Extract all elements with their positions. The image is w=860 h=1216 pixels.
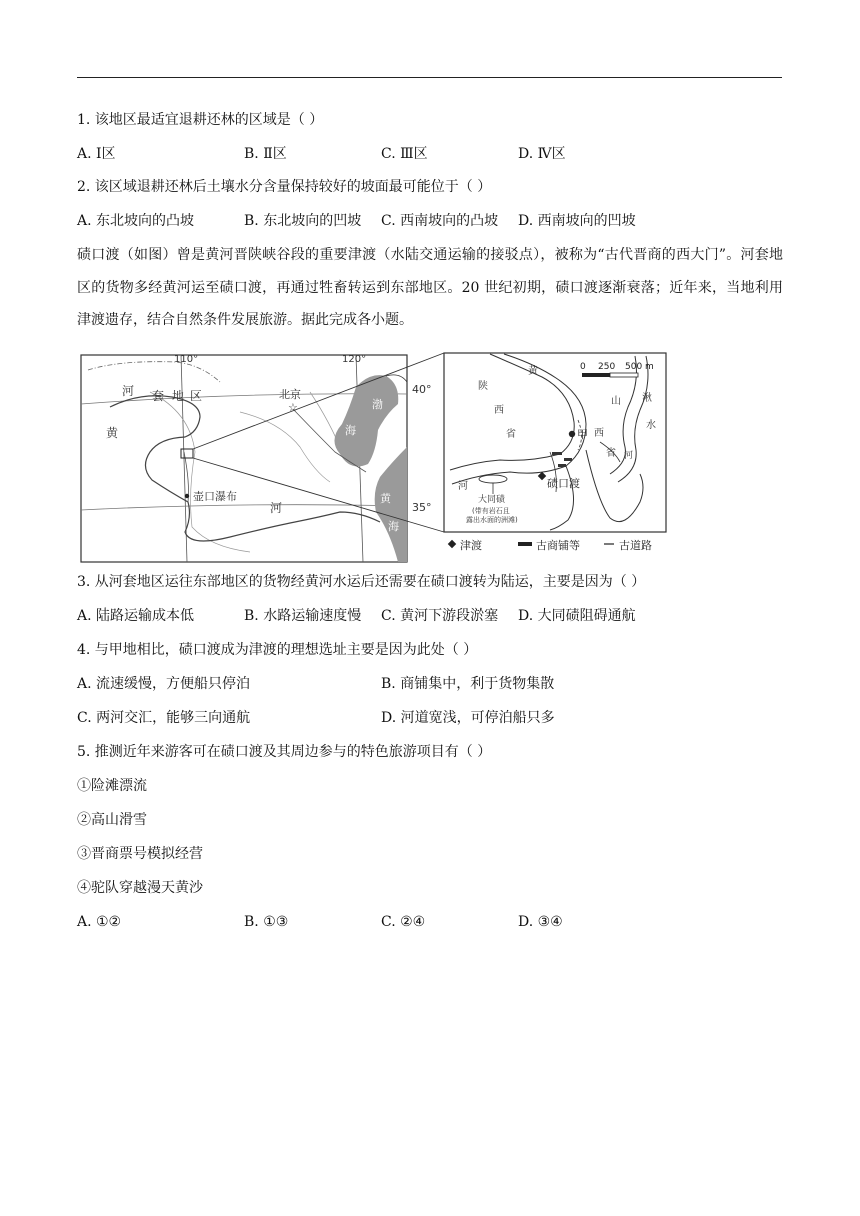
header-rule	[77, 77, 782, 78]
question-5-item-3: ③晋商票号模拟经营	[77, 846, 203, 862]
option-c[interactable]: C. 西南坡向的凸坡	[381, 213, 499, 229]
option-a[interactable]: A. ①②	[77, 914, 122, 930]
left-map	[81, 354, 407, 562]
datongqi-note-2: 露出水面的洲滩)	[466, 516, 518, 524]
qikoudu-label: 碛口渡	[547, 477, 580, 490]
question-4-stem: 4. 与甲地相比，碛口渡成为津渡的理想选址主要是因为此处（ ）	[77, 642, 478, 658]
lon-label-120: 120°	[342, 354, 367, 365]
legend-ferry-icon	[448, 540, 456, 548]
shaanxi-label-3: 省	[506, 429, 516, 440]
question-5-stem: 5. 推测近年来游客可在碛口渡及其周边参与的特色旅游项目有（ ）	[77, 744, 492, 760]
question-5-item-2: ②高山滑雪	[77, 812, 147, 828]
question-3-stem: 3. 从河套地区运往东部地区的货物经黄河水运后还需要在碛口渡转为陆运，主要是因为（ ）	[77, 574, 646, 590]
lat-label-35: 35°	[412, 501, 432, 514]
option-b[interactable]: B. ①③	[244, 914, 289, 930]
option-c[interactable]: C. ②④	[381, 914, 426, 930]
yellow-sea-label-1: 黄	[380, 492, 391, 505]
option-a[interactable]: A. 陆路运输成本低	[77, 608, 195, 624]
scale-bar-black	[582, 373, 610, 377]
reading-passage: 碛口渡（如图）曾是黄河晋陕峡谷段的重要津渡（水陆交通运输的接驳点），被称为“古代晋商的西大门”。河套地区的货物多经黄河运至碛口渡，再通过牲畜转运到东部地区。20 世纪初期，碛口渡逐渐衰落；近年来，当地利用津渡遗存，结合自然条件发展旅游。据此完成各小题。	[77, 247, 783, 328]
map-figure	[80, 352, 668, 564]
question-5-item-1: ①险滩漂流	[77, 778, 147, 794]
shanxi-label-2: 西	[594, 428, 604, 439]
shanxi-label-1: 山	[611, 396, 621, 407]
shaanxi-label-1: 陕	[478, 381, 488, 392]
option-c[interactable]: C. 黄河下游段淤塞	[381, 608, 499, 624]
region-label-3: 地	[172, 389, 185, 403]
qiushui-label-1: 湫	[642, 393, 652, 404]
qiushui-label-2: 水	[646, 420, 656, 431]
shaanxi-label-2: 西	[494, 405, 504, 416]
datongqi-label: 大同碛	[478, 495, 506, 505]
question-1-stem: 1. 该地区最适宜退耕还林的区域是（ ）	[77, 112, 324, 128]
question-5-item-4: ④驼队穿越漫天黄沙	[77, 880, 203, 896]
jia-label: 甲	[577, 428, 588, 441]
lon-label-110: 110°	[174, 354, 199, 365]
legend-road: 古道路	[619, 539, 652, 552]
legend-shop-icon	[518, 542, 532, 546]
legend-ferry: 津渡	[460, 539, 482, 552]
yellow-river-label-1: 黄	[106, 426, 119, 440]
waterfall-dot	[185, 494, 189, 498]
option-b[interactable]: B. 商铺集中，利于货物集散	[381, 676, 555, 692]
question-2-stem: 2. 该区域退耕还林后土壤水分含量保持较好的坡面最可能位于（ ）	[77, 179, 492, 195]
option-c[interactable]: C. Ⅲ区	[381, 146, 428, 162]
beijing-star-icon: ☆	[288, 401, 298, 414]
scale-250: 250	[598, 362, 616, 372]
scale-0: 0	[580, 362, 586, 372]
right-yellow-river-label-1: 黄	[528, 366, 538, 377]
datongqi-note-1: (带有岩石且	[472, 507, 510, 515]
option-c[interactable]: C. 两河交汇，能够三向通航	[77, 710, 251, 726]
right-yellow-river-label-2: 河	[458, 481, 468, 492]
yellow-sea-label-2: 海	[388, 520, 399, 533]
option-a[interactable]: A. 东北坡向的凸坡	[77, 213, 195, 229]
right-map	[444, 353, 666, 532]
bohai-label-1: 渤	[372, 398, 383, 411]
qiushui-label-3: 河	[624, 451, 634, 461]
option-b[interactable]: B. 水路运输速度慢	[244, 608, 362, 624]
jia-dot	[569, 431, 575, 437]
option-d[interactable]: D. 西南坡向的凹坡	[518, 213, 636, 229]
waterfall-label: 壶口瀑布	[193, 490, 237, 503]
legend-shop: 古商铺等	[536, 539, 580, 552]
option-b[interactable]: B. 东北坡向的凹坡	[244, 213, 362, 229]
option-d[interactable]: D. 河道宽浅，可停泊船只多	[381, 710, 555, 726]
option-b[interactable]: B. Ⅱ区	[244, 146, 287, 162]
option-d[interactable]: D. 大同碛阻碍通航	[518, 608, 636, 624]
region-label-4: 区	[190, 389, 203, 403]
option-d[interactable]: D. ③④	[518, 914, 563, 930]
beijing-label: 北京	[279, 388, 301, 401]
region-label-1: 河	[122, 384, 135, 398]
option-a[interactable]: A. 流速缓慢，方便船只停泊	[77, 676, 251, 692]
yellow-river-label-2: 河	[270, 501, 283, 515]
region-label-2: 套	[152, 389, 165, 403]
scale-bar-white	[610, 373, 638, 377]
map-legend	[448, 538, 652, 552]
option-a[interactable]: A. Ⅰ区	[77, 146, 116, 162]
scale-500: 500 m	[625, 362, 654, 372]
lat-label-40: 40°	[412, 383, 432, 396]
bohai-label-2: 海	[345, 424, 356, 437]
shanxi-label-3: 省	[606, 448, 616, 459]
option-d[interactable]: D. Ⅳ区	[518, 146, 566, 162]
